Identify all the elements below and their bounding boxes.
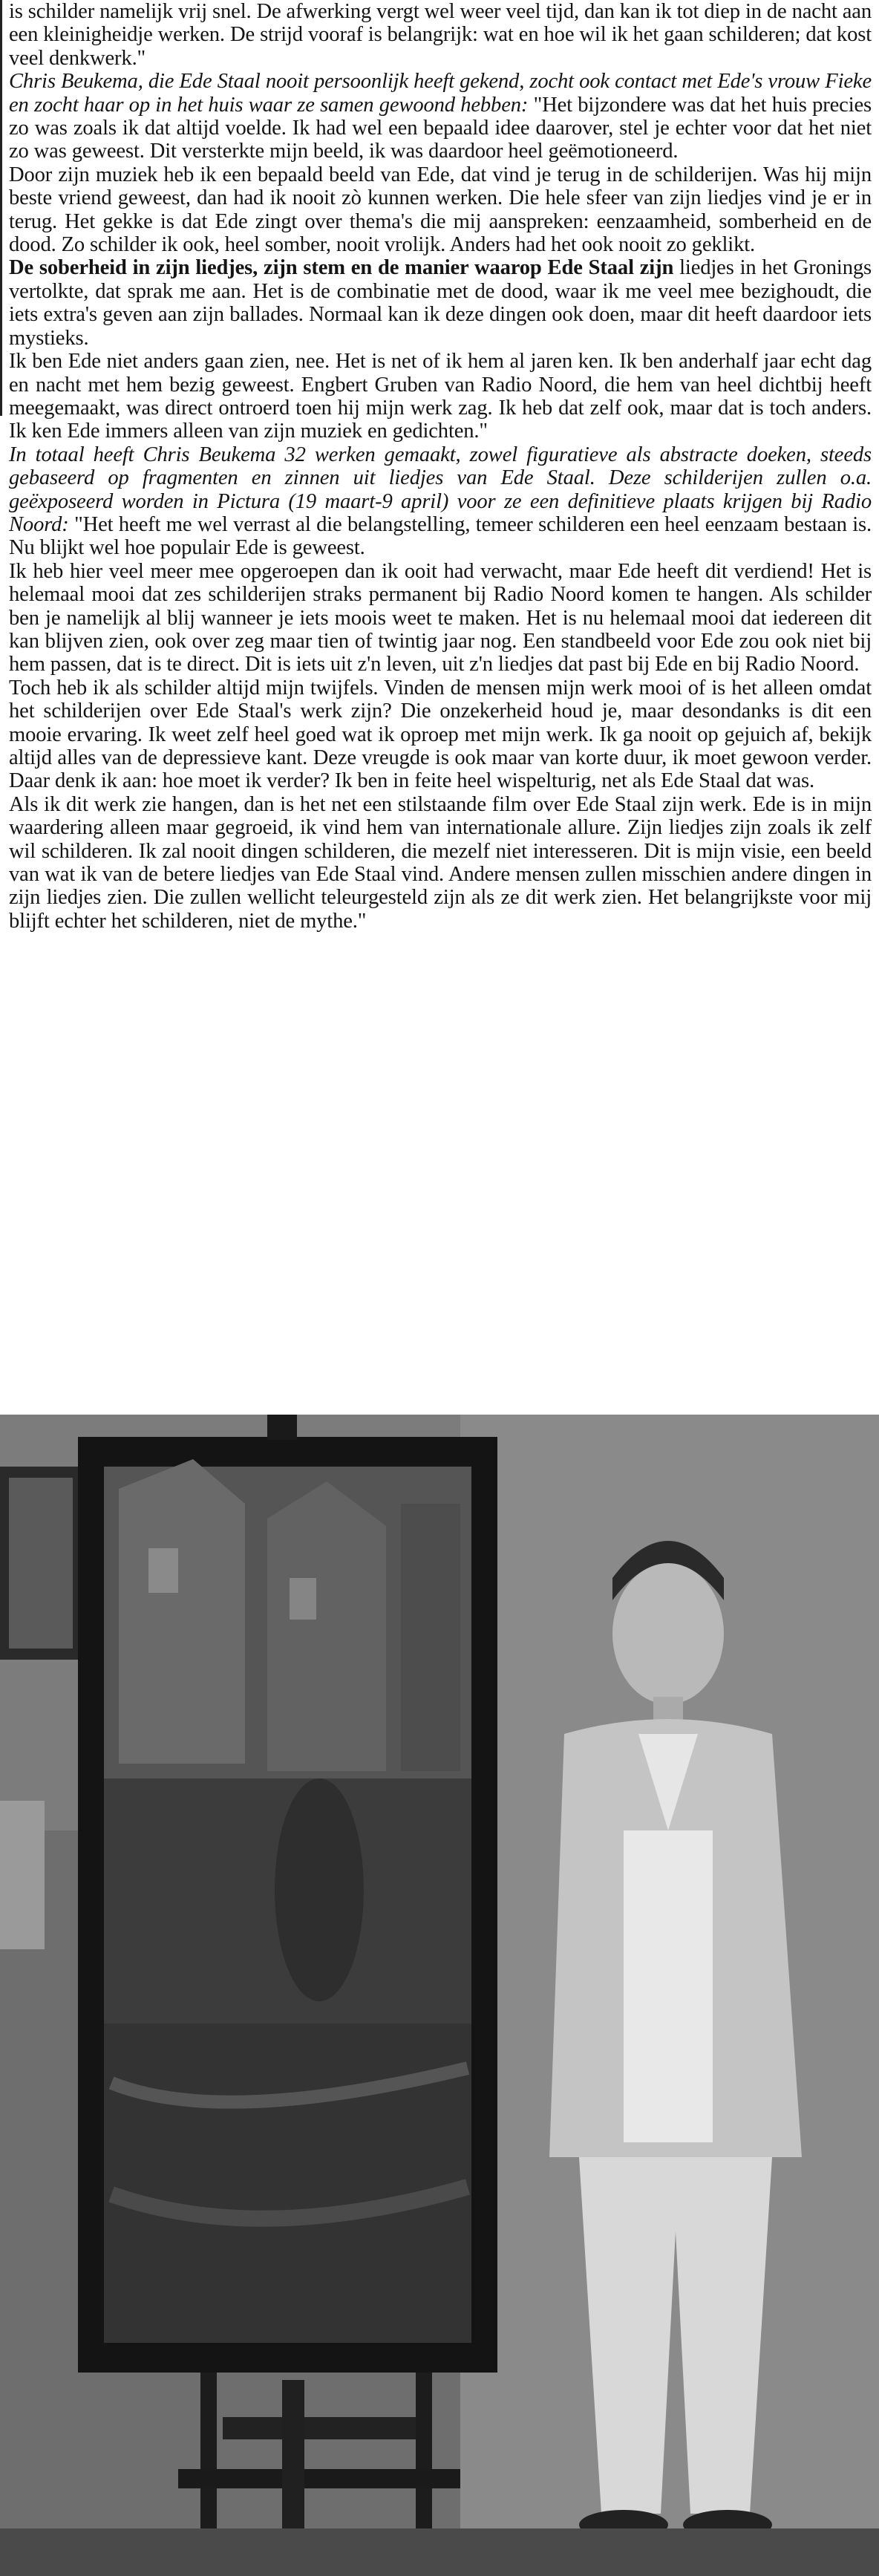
paragraph-4: De soberheid in zijn liedjes, zijn stem en de manier waarop Ede Staal zijn liedjes in het Gronings vertolkte, dat sprak me aan. Het is de combinatie met de dood, waar ik me veel mee bezighoudt, die iets extra's geven aan zijn ballades. Normaal kan ik deze dingen ook doen, maar dit heeft daardoor iets mystieks. bbox=[9, 256, 872, 350]
paragraph-3: Door zijn muziek heb ik een bepaald beeld van Ede, dat vind je terug in de schilderijen. Was hij mijn beste vriend geweest, dan had ik nooit zò kunnen werken. Die hele sfeer van zijn liedjes vind je er in terug. Het gekke is dat Ede zingt over thema's die mij aanspreken: eenzaamheid, somberheid en de dood. Zo schilder ik ook, heel somber, nooit vrolijk. Anders had het ook nooit zo geklikt. bbox=[9, 163, 872, 257]
painter-photo bbox=[0, 1415, 879, 2576]
bold-lead: De soberheid in zijn liedjes, zijn stem en de manier waarop Ede Staal zijn bbox=[9, 256, 674, 280]
painted-figure bbox=[275, 1778, 364, 2001]
paragraph-2: Chris Beukema, die Ede Staal nooit persoonlijk heeft gekend, zocht ook contact met Ede's vrouw Fieke en zocht haar op in het huis waar ze samen gewoond hebben: "Het bijzondere was dat het huis precies zo was zoals ik dat altijd voelde. Ik had wel een bepaald idee daarover, stel je echter voor dat het niet zo was geweest. Dit versterkte mijn beeld, ik was daardoor heel geëmotioneerd. bbox=[9, 70, 872, 163]
italic-intro: In totaal heeft Chris Beukema 32 werken gemaakt, zowel figuratieve als abstracte doeken, steeds gebaseerd op fragmenten en zinnen uit liedjes van Ede Staal. Deze schilderijen zullen o.a. geëxposeerd worden in Pictura (19 maart-9 april) voor ze een definitieve plaats krijgen bij Radio Noord: bbox=[9, 443, 872, 536]
painter-head bbox=[612, 1563, 724, 1704]
paragraph-8: Toch heb ik als schilder altijd mijn twijfels. Vinden de mensen mijn werk mooi of is het alleen omdat het schilderijen over Ede Staal's werk zijn? Die onzekerheid houd je, maar desondanks is dit een mooie ervaring. Ik weet zelf heel goed wat ik oproep met mijn werk. Ik ga nooit op gejuich af, bekijk altijd alles van de depressieve kant. Deze vreugde is ook maar van korte duur, ik moet gewoon verder. Daar denk ik aan: hoe moet ik verder? Ik ben in feite heel wispelturig, net als Ede Staal dat was. bbox=[9, 676, 872, 793]
painter-sweater bbox=[624, 1830, 713, 2142]
paragraph-1: is schilder namelijk vrij snel. De afwerking vergt wel weer veel tijd, dan kan ik tot diep in de nacht aan een kleinigheidje werken. De strijd vooraf is belangrijk: wat en hoe wil ik het gaan schilderen; dat kost veel denkwerk." bbox=[9, 0, 872, 70]
paragraph-7: Ik heb hier veel meer mee opgeroepen dan ik ooit had verwacht, maar Ede heeft dit verdiend! Het is helemaal mooi dat zes schilderijen straks permanent bij Radio Noord komen te hangen. Als schilder ben je namelijk al blij wanneer je iets moois weet te maken. Het is nu helemaal mooi dat iedereen dit kan blijven zien, ook over zeg maar tien of twintig jaar nog. Een standbeeld voor Ede zou ook niet bij hem passen, dat is te direct. Dit is iets uit z'n leven, uit z'n liedjes dat past bij Ede en bij Radio Noord. bbox=[9, 559, 872, 676]
paragraph-5: Ik ben Ede niet anders gaan zien, nee. Het is net of ik hem al jaren ken. Ik ben anderhalf jaar echt dag en nacht met hem bezig geweest. Engbert Gruben van Radio Noord, die hem van heel dichtbij heeft meegemaakt, was direct ontroerd toen hij mijn werk zag. Ik heb dat zelf ook, maar dat is toch anders. Ik ken Ede immers alleen van zijn muziek en gedichten." bbox=[9, 350, 872, 443]
paragraph-6: In totaal heeft Chris Beukema 32 werken gemaakt, zowel figuratieve als abstracte doeken, steeds gebaseerd op fragmenten en zinnen uit liedjes van Ede Staal. Deze schilderijen zullen o.a. geëxposeerd worden in Pictura (19 maart-9 april) voor ze een definitieve plaats krijgen bij Radio Noord: "Het heeft me wel verrast al die belangstelling, temeer schilderen een heel eenzaam bestaan is. Nu blijkt wel hoe populair Ede is geweest. bbox=[9, 443, 872, 560]
italic-intro: Chris Beukema, die Ede Staal nooit persoonlijk heeft gekend, zocht ook contact met Ede's vrouw Fieke en zocht haar op in het huis waar ze samen gewoond hebben: bbox=[9, 70, 872, 117]
photo-illustration bbox=[0, 1415, 879, 2576]
paragraph-9: Als ik dit werk zie hangen, dan is het net een stilstaande film over Ede Staal zijn werk. Ede is in mijn waardering alleen maar gegroeid, ik vind hem van internationale allure. Zijn liedjes zijn zoals ik zelf wil schilderen. Ik zal nooit dingen schilderen, die mezelf niet interesseren. Dit is mijn visie, een beeld van wat ik van de betere liedjes van Ede Staal vind. Andere mensen zullen misschien andere dingen in zijn liedjes zien. Die zullen wellicht teleurgesteld zijn als ze dit werk zien. Het belangrijkste voor mij blijft echter het schilderen, niet de mythe." bbox=[9, 792, 872, 933]
